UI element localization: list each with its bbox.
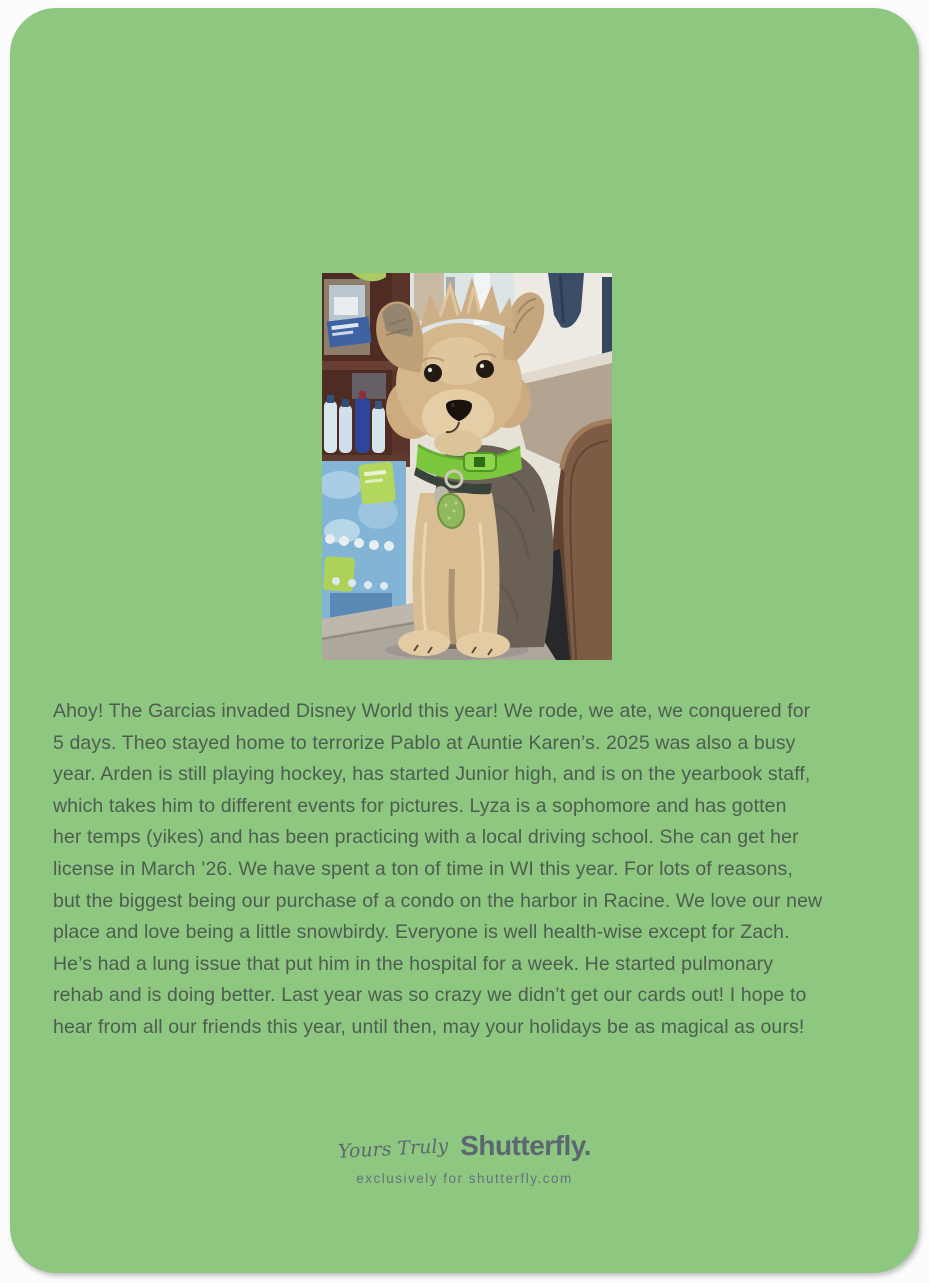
message-line: Ahoy! The Garcias invaded Disney World this year! We rode, we ate, we conquered for [53,700,811,722]
yours-truly-logo: Yours Truly [337,1135,449,1163]
dog-photo-frame [322,273,612,660]
card-footer [10,1130,919,1186]
message-line: He’s had a lung issue that put him in the hospital for a week. He started pulmonary [53,952,774,975]
message-line: hear from all our friends this year, until then, may your holidays be as magical as ours! [53,1015,805,1038]
message-line: 5 days. Theo stayed home to terrorize Pablo at Auntie Karen’s. 2025 was also a busy [53,731,796,754]
message-line: place and love being a little snowbirdy. Everyone is well health-wise except for Zach. [53,921,790,944]
message-line: which takes him to different events for pictures. Lyza is a sophomore and has gotten [53,794,787,817]
shutterfly-tagline: exclusively for shutterfly.com [356,1171,573,1186]
holiday-message [53,696,877,1044]
brand-logo-row [10,1130,919,1162]
message-line: rehab and is doing better. Last year was so crazy we didn’t get our cards out! I hope to [53,984,807,1007]
shutterfly-logo: Shutterfly. [460,1130,592,1161]
dog-photo [322,273,612,660]
message-line: her temps (yikes) and has been practicing with a local driving school. She can get her [53,826,799,849]
greeting-card-back [10,8,919,1273]
message-line: but the biggest being our purchase of a condo on the harbor in Racine. We love our new [53,889,823,912]
message-line: license in March ’26. We have spent a ton of time in WI this year. For lots of reasons, [53,857,793,880]
message-line: year. Arden is still playing hockey, has started Junior high, and is on the yearbook staff, [53,763,811,786]
